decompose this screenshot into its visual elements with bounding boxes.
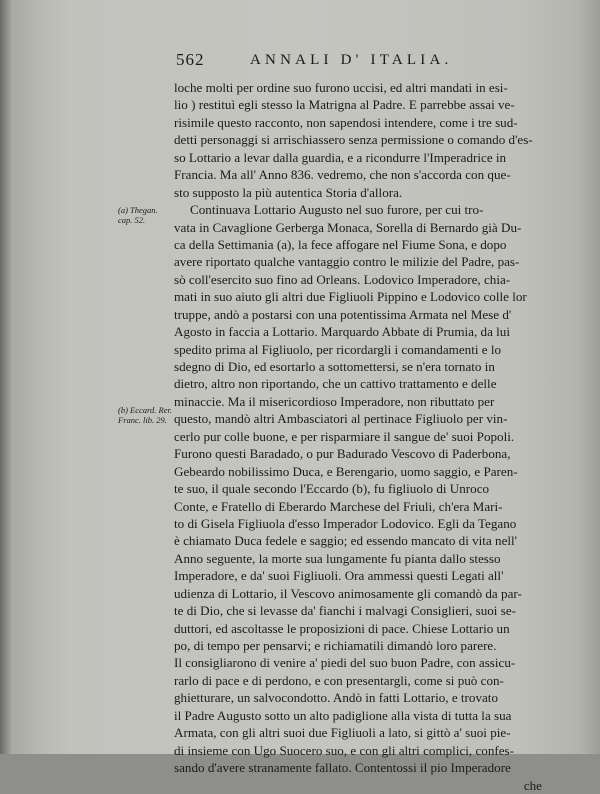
text-line: sto supposto la più autentica Storia d'allora. [174, 184, 403, 200]
paragraph-start-line: Continuava Lottario Augusto nel suo furore, per cui tro- [190, 202, 484, 218]
text-line: avere riportato qualche vantaggio contro le milizie del Padre, pas- [174, 254, 520, 270]
text-line: duttori, ed ascoltasse le proposizioni di pace. Chiese Lottario un [174, 620, 510, 636]
text-line: po, di tempo per pensarvi; e richiamatili dimandò loro parere. [174, 638, 497, 653]
text-line: Furono questi Baradado, o pur Badurado Vescovo di Paderbona, [174, 446, 511, 462]
text-line: cerlo pur colle buone, e per risparmiare il sangue de' suoi Popoli. [174, 428, 515, 444]
text-line: è chiamato Duca fedele e saggio; ed essendo mancato di vita nell' [174, 533, 518, 549]
text-line: Francia. Ma all' Anno 836. vedremo, che non s'accorda con que- [174, 167, 511, 183]
text-line: te di Dio, che si levasse da' fianchi i malvagi Consiglieri, suoi se- [174, 603, 516, 619]
text-line: udienza di Lottario, il Vescovo animosamente gli comandò da par- [174, 585, 522, 601]
text-line: Il consigliarono di venire a' piedi del suo buon Padre, con assicu- [174, 655, 516, 671]
text-line: sò coll'esercito suo fino ad Orleans. Lodovico Imperadore, chia- [174, 271, 511, 287]
text-line: loche molti per ordine suo furono uccisi, ed altri mandati in esi- [174, 80, 508, 95]
margin-note-b: (b) Eccard. Rer. Franc. lib. 29. [118, 405, 172, 425]
text-line: Imperadore, e da' suoi Figliuoli. Ora ammessi questi Legati all' [174, 568, 504, 584]
text-line: questo, mandò altri Ambasciatori al pertinace Figliuolo per vin- [174, 411, 508, 427]
text-line: ghietturare, un salvocondotto. Andò in fatti Lottario, e trovato [174, 690, 498, 706]
text-line: il Padre Augusto sotto un alto padiglione alla vista di tutta la sua [174, 707, 512, 723]
main-text [174, 79, 542, 794]
text-line: detti personaggi si arrischiassero senza permissione o comando d'es- [174, 132, 533, 148]
text-line: ca della Settimania (a), la fece affogare nel Fiume Sona, e dopo [174, 236, 507, 252]
text-line: to di Gisela Figliuola d'esso Imperador Lodovico. Egli da Tegano [174, 515, 517, 531]
text-line: rarlo di pace e di perdono, e con presentargli, come si può con- [174, 672, 504, 688]
text-line: sando d'avere stranamente fallato. Contentossi il pio Imperadore [174, 760, 511, 776]
text-line: dietro, altro non riportando, che un cattivo trattamento e delle [174, 376, 497, 392]
text-line: mati in suo aiuto gli altri due Figliuoli Pippino e Lodovico colle lor [174, 289, 527, 305]
text-line: so Lottario a levar dalla guardia, e a ricondurre l'Imperadrice in [174, 149, 507, 165]
text-line: Conte, e Fratello di Eberardo Marchese del Friuli, ch'era Mari- [174, 498, 503, 514]
text-line: sdegno di Dio, ed esortarlo a sottomettersi, se n'era tornato in [174, 359, 495, 374]
text-line: Gebeardo nobilissimo Duca, e Berengario, uomo saggio, e Paren- [174, 463, 518, 479]
text-line: spedito prima al Figliuolo, per ricordargli i comandamenti e lo [174, 341, 502, 357]
text-line: te suo, il quale secondo l'Eccardo (b), fu figliuolo di Unroco [174, 481, 490, 497]
text-line: Anno seguente, la morte sua lungamente fu pianta dallo stesso [174, 550, 501, 566]
catchword: che [523, 777, 542, 793]
text-line: lio ) restituì egli stesso la Matrigna al Padre. E parrebbe assai ve- [174, 97, 515, 113]
text-line: vata in Cavaglione Gerberga Monaca, Sorella di Bernardo già Du- [174, 219, 522, 235]
margin-note-a: (a) Thegan. cap. 52. [118, 205, 158, 225]
text-line: Agosto in faccia a Lottario. Marquardo Abbate di Prumia, da lui [174, 324, 510, 340]
text-line: di insieme con Ugo Suocero suo, e con gli altri complici, confes- [174, 742, 514, 758]
text-line: minaccie. Ma il misericordioso Imperadore, non ributtato per [174, 393, 495, 409]
text-line: truppe, andò a postarsi con una potentissima Armata nel Mese d' [174, 306, 512, 322]
page-number: 562 [176, 50, 205, 69]
running-title: ANNALI D' ITALIA. [250, 52, 453, 68]
text-line: risimile questo racconto, non sapendosi intendere, come i tre sud- [174, 114, 518, 130]
text-line: Armata, con gli altri suoi due Figliuoli a lato, si gittò a' suoi pie- [174, 725, 511, 741]
running-header [0, 50, 600, 74]
